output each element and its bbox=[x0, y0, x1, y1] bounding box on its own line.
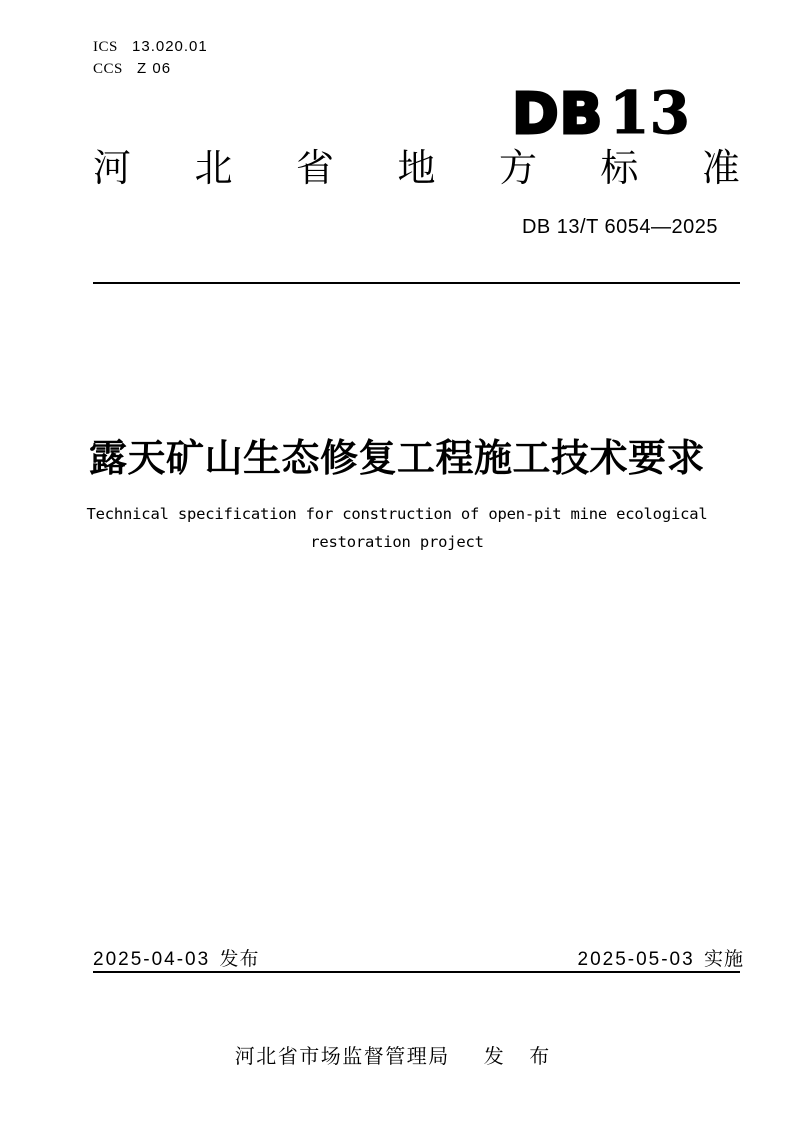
issue-date-label: 发布 bbox=[219, 949, 260, 970]
footer-rule bbox=[93, 971, 740, 973]
ccs-code bbox=[93, 58, 208, 80]
publish-label: 发 布 bbox=[483, 1046, 560, 1068]
implement-date: 2025-05-03 bbox=[577, 949, 695, 970]
standard-name-heading bbox=[93, 148, 740, 192]
classification-codes bbox=[93, 36, 208, 80]
ics-code bbox=[93, 36, 208, 58]
document-number: DB 13/T 6054—2025 bbox=[521, 216, 718, 238]
standard-name-char: 准 bbox=[701, 148, 740, 190]
dates-row bbox=[93, 944, 744, 971]
title-english-line1: Technical specification for construction of open-pit mine ecological bbox=[86, 505, 708, 523]
ccs-value: Z 06 bbox=[137, 60, 172, 77]
publisher-name: 河北省市场监督管理局 bbox=[234, 1046, 450, 1068]
title-english-line2: restoration project bbox=[310, 533, 484, 551]
publisher-line bbox=[0, 1040, 794, 1069]
implement-date-label: 实施 bbox=[703, 949, 744, 970]
ics-value: 13.020.01 bbox=[132, 38, 208, 55]
issue-date: 2025-04-03 bbox=[93, 949, 211, 970]
title-english bbox=[67, 500, 727, 556]
db13-logo-prefix: DB bbox=[512, 82, 604, 147]
header-rule bbox=[93, 282, 740, 284]
title-chinese: 露天矿山生态修复工程施工技术要求 bbox=[88, 438, 705, 480]
db13-logo bbox=[512, 79, 690, 147]
ccs-label: CCS bbox=[93, 61, 123, 77]
issue-date-group bbox=[93, 944, 260, 971]
db13-logo-number: 13 bbox=[609, 79, 690, 147]
standard-name-char: 标 bbox=[600, 148, 639, 190]
standard-name-char: 河 bbox=[93, 148, 132, 190]
standard-name-char: 地 bbox=[397, 148, 436, 190]
standard-name-char: 方 bbox=[498, 148, 537, 190]
standard-name-char: 省 bbox=[295, 148, 334, 190]
implement-date-group bbox=[578, 944, 745, 971]
ics-label: ICS bbox=[93, 39, 118, 55]
standard-name-char: 北 bbox=[194, 148, 233, 190]
